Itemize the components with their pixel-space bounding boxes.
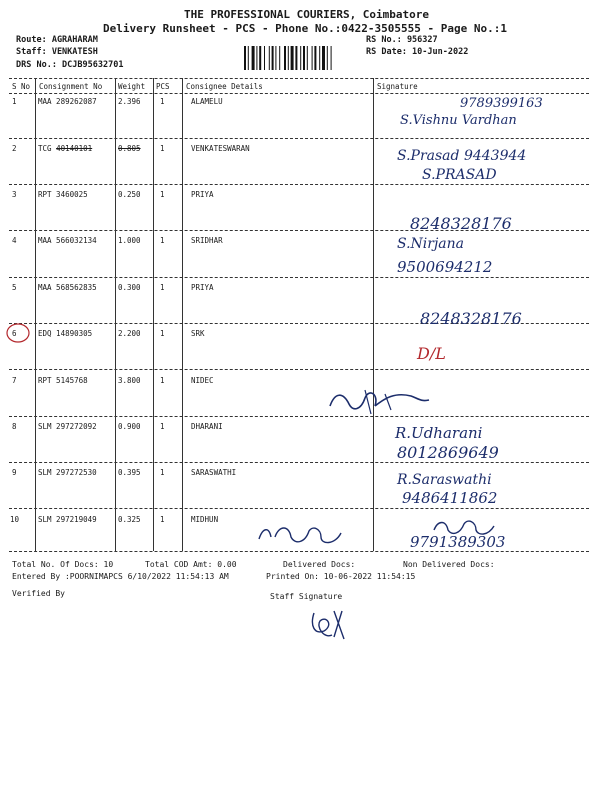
- delivered-docs: Delivered Docs:: [283, 560, 356, 569]
- row-2-consignment-number: 40140101: [56, 144, 93, 153]
- rs-date: RS Date: 10-Jun-2022: [366, 47, 469, 57]
- row-3-sno: 3: [12, 190, 17, 199]
- row-1-signature-phone: 9789399163: [460, 96, 543, 111]
- barcode-bar: [307, 46, 308, 70]
- table-header-rule: [9, 93, 589, 94]
- row-4-signature-phone: 9500694212: [397, 258, 493, 276]
- row-8-weight: 0.900: [118, 422, 141, 431]
- row-separator: [9, 508, 589, 509]
- barcode-bar: [275, 46, 276, 70]
- total-cod: Total COD Amt: 0.00: [145, 560, 237, 569]
- row-10-consignee: MIDHUN: [191, 515, 219, 524]
- col-divider: [182, 78, 183, 551]
- barcode-bar: [279, 46, 280, 70]
- verified-by-label: Verified By: [12, 589, 65, 598]
- row-6-consignment: EDQ 14890305: [38, 329, 93, 338]
- row-7-consignment: RPT 5145768: [38, 376, 88, 385]
- row-5-signature: 8248328176: [420, 309, 522, 328]
- row-4-weight: 1.000: [118, 236, 141, 245]
- row-4-consignee: SRIDHAR: [191, 236, 223, 245]
- barcode-bar: [252, 46, 255, 70]
- col-header-signature: Signature: [377, 82, 418, 91]
- row-2-consignment: [38, 144, 92, 153]
- row-9-consignment: SLM 297272530: [38, 468, 97, 477]
- col-divider: [153, 78, 154, 551]
- row-5-consignee: PRIYA: [191, 283, 214, 292]
- row-4-pcs: 1: [160, 236, 165, 245]
- row-separator: [9, 462, 589, 463]
- row-9-sno: 9: [12, 468, 17, 477]
- row-8-consignment: SLM 297272092: [38, 422, 97, 431]
- row-10-pcs: 1: [160, 515, 165, 524]
- table-bottom-rule: [9, 551, 589, 552]
- row-1-signature-name: S.Vishnu Vardhan: [400, 113, 517, 128]
- row-9-signature-name: R.Saraswathi: [397, 472, 492, 488]
- col-header-weight: Weight: [118, 82, 146, 91]
- barcode-bar: [284, 46, 286, 70]
- row-2-signature-line1: S.Prasad 9443944: [397, 148, 527, 164]
- barcode-bar: [248, 46, 249, 70]
- row-3-consignee: PRIYA: [191, 190, 214, 199]
- row-1-weight: 2.396: [118, 97, 141, 106]
- row-5-sno: 5: [12, 283, 17, 292]
- row-3-signature: 8248328176: [410, 214, 512, 233]
- row-10-signature-scribble-a: [255, 517, 355, 549]
- row-9-weight: 0.395: [118, 468, 141, 477]
- row-6-pcs: 1: [160, 329, 165, 338]
- barcode-bar: [272, 46, 274, 70]
- staff-signature-label: Staff Signature: [270, 592, 343, 601]
- row-8-sno: 8: [12, 422, 17, 431]
- row-4-signature-name: S.Nirjana: [397, 236, 465, 252]
- barcode-bar: [288, 46, 289, 70]
- row-7-signature-scribble: [325, 380, 435, 420]
- row-6-weight: 2.200: [118, 329, 141, 338]
- row-2-sno: 2: [12, 144, 17, 153]
- row-10-weight: 0.325: [118, 515, 141, 524]
- row-8-signature-phone: 8012869649: [397, 443, 499, 462]
- row-7-sno: 7: [12, 376, 17, 385]
- col-divider: [35, 78, 36, 551]
- row-9-signature-phone: 9486411862: [402, 489, 498, 507]
- barcode-bar: [319, 46, 320, 70]
- row-6-sno: 6: [12, 329, 17, 338]
- row-separator: [9, 184, 589, 185]
- row-4-sno: 4: [12, 236, 17, 245]
- row-8-signature-name: R.Udharani: [395, 424, 483, 442]
- row-separator: [9, 416, 589, 417]
- barcode-bar: [295, 46, 297, 70]
- total-docs: Total No. Of Docs: 10: [12, 560, 114, 569]
- col-header-consignee: Consignee Details: [186, 82, 263, 91]
- col-divider: [115, 78, 116, 551]
- row-10-sno: 10: [10, 515, 20, 524]
- col-divider: [373, 78, 374, 551]
- row-2-weight: 0.805: [118, 144, 141, 153]
- row-9-consignee: SARASWATHI: [191, 468, 237, 477]
- col-header-sno: S No: [12, 82, 31, 91]
- row-7-consignee: NIDEC: [191, 376, 214, 385]
- row-5-weight: 0.300: [118, 283, 141, 292]
- row-7-pcs: 1: [160, 376, 165, 385]
- col-header-consignment: Consignment No: [39, 82, 103, 91]
- row-2-consignment-prefix: TCG: [38, 144, 52, 153]
- rs-number: RS No.: 956327: [366, 35, 438, 45]
- row-2-signature-line2: S.PRASAD: [422, 167, 497, 183]
- barcode-bar: [322, 46, 325, 70]
- row-1-consignee: ALAMELU: [191, 97, 223, 106]
- row-10-signature-phone: 9791389303: [410, 533, 506, 551]
- non-delivered-docs: Non Delivered Docs:: [403, 560, 495, 569]
- route-label: Route: AGRAHARAM: [16, 35, 98, 45]
- staff-label: Staff: VENKATESH: [16, 47, 98, 57]
- row-4-consignment: MAA 566032134: [38, 236, 97, 245]
- row-2-pcs: 1: [160, 144, 165, 153]
- row-9-pcs: 1: [160, 468, 165, 477]
- row-6-delivered-mark: D/L: [417, 344, 446, 363]
- barcode-bar: [291, 46, 294, 70]
- entered-by: Entered By :POORNIMAPCS 6/10/2022 11:54:13 AM: [12, 572, 229, 581]
- table-top-rule: [9, 78, 589, 79]
- company-title: THE PROFESSIONAL COURIERS, Coimbatore: [184, 8, 430, 21]
- row-3-weight: 0.250: [118, 190, 141, 199]
- row-8-pcs: 1: [160, 422, 165, 431]
- barcode-bar: [300, 46, 301, 70]
- barcode-bar: [327, 46, 328, 70]
- barcode-bar: [312, 46, 313, 70]
- row-3-pcs: 1: [160, 190, 165, 199]
- runsheet-subtitle: Delivery Runsheet - PCS - Phone No.:0422-3505555 - Page No.:1: [103, 22, 507, 35]
- row-1-pcs: 1: [160, 97, 165, 106]
- barcode-bar: [256, 46, 257, 70]
- drs-number: DRS No.: DCJB95632701: [16, 60, 124, 70]
- row-5-pcs: 1: [160, 283, 165, 292]
- staff-signature-scribble: [304, 605, 354, 645]
- barcode-bar: [303, 46, 305, 70]
- barcode-bar: [264, 46, 265, 70]
- row-10-consignment: SLM 297219049: [38, 515, 97, 524]
- barcode: [244, 46, 356, 70]
- row-2-consignee: VENKATESWARAN: [191, 144, 250, 153]
- barcode-bar: [259, 46, 261, 70]
- row-1-consignment: MAA 289262087: [38, 97, 97, 106]
- row-6-consignee: SRK: [191, 329, 205, 338]
- col-header-pcs: PCS: [156, 82, 170, 91]
- row-6-red-circle-mark: [4, 321, 32, 345]
- barcode-bar: [269, 46, 270, 70]
- printed-on: Printed On: 10-06-2022 11:54:15: [266, 572, 416, 581]
- row-7-weight: 3.800: [118, 376, 141, 385]
- row-separator: [9, 138, 589, 139]
- barcode-bar: [331, 46, 332, 70]
- row-8-consignee: DHARANI: [191, 422, 223, 431]
- barcode-bar: [314, 46, 316, 70]
- row-5-consignment: MAA 568562835: [38, 283, 97, 292]
- row-separator: [9, 277, 589, 278]
- row-1-sno: 1: [12, 97, 17, 106]
- row-separator: [9, 369, 589, 370]
- row-3-consignment: RPT 3460025: [38, 190, 88, 199]
- barcode-bar: [244, 46, 246, 70]
